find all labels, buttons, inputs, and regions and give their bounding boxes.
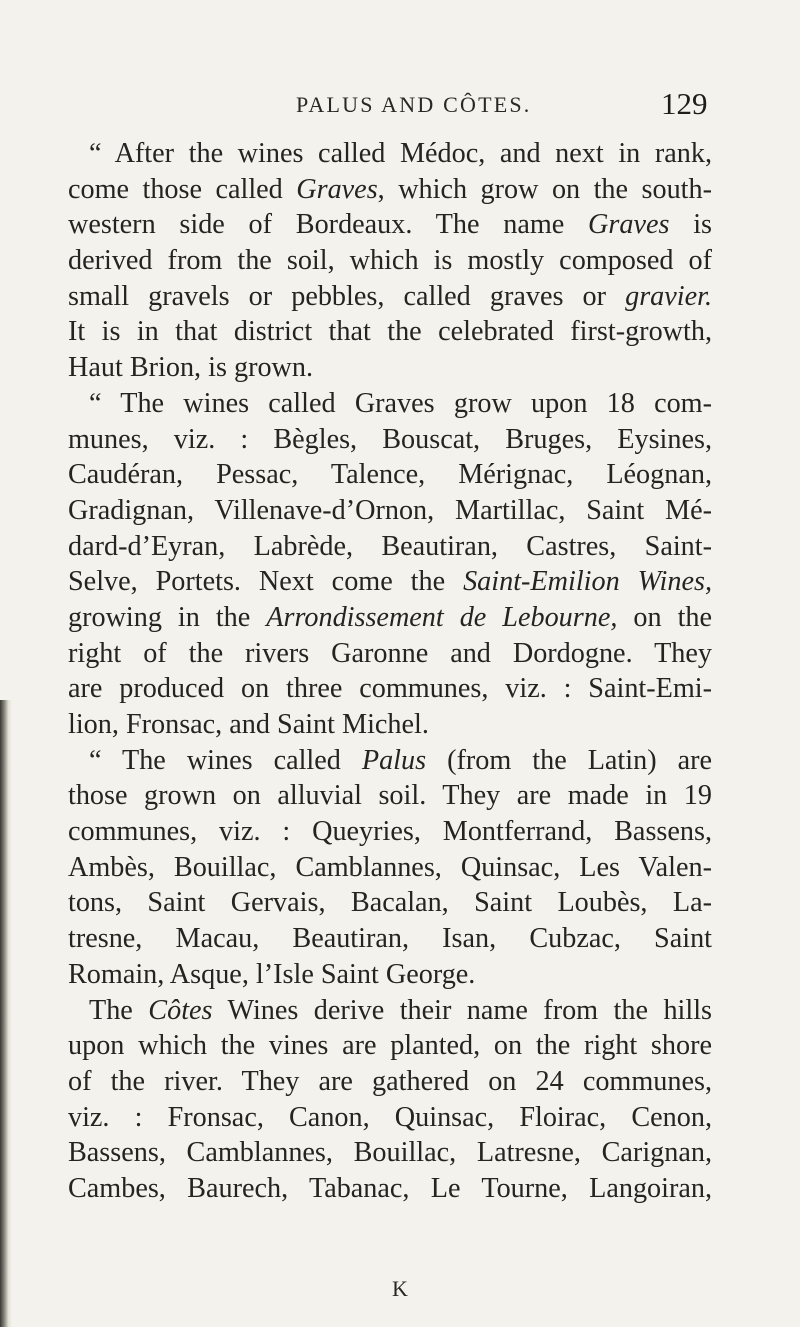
text-line: derived from the soil, which is mostly composed of xyxy=(68,245,712,277)
running-head: PALUS AND CÔTES. xyxy=(296,92,532,117)
text-line: viz. : Fronsac, Canon, Quinsac, Floirac, Cenon, xyxy=(68,1101,712,1133)
text-line: come those called Graves, which grow on the south- xyxy=(68,173,712,205)
text-line: those grown on alluvial soil. They are made in 19 xyxy=(68,780,712,812)
text-line: small gravels or pebbles, called graves or gravier. xyxy=(68,280,712,312)
text-line: Romain, Asque, l’Isle Saint George. xyxy=(68,958,476,990)
text-line: “ After the wines called Médoc, and next in rank, xyxy=(89,138,712,169)
text-line: right of the rivers Garonne and Dordogne. They xyxy=(68,637,712,669)
text-line: Caudéran, Pessac, Talence, Mérignac, Léognan, xyxy=(68,459,712,491)
text-line: tresne, Macau, Beautiran, Isan, Cubzac, Saint xyxy=(68,923,712,955)
body-text xyxy=(68,136,712,1207)
text-line: Selve, Portets. Next come the Saint-Emilion Wines, xyxy=(68,566,712,598)
text-line: are produced on three communes, viz. : Saint-Emi- xyxy=(68,673,712,705)
signature-mark: K xyxy=(392,1276,408,1301)
page-header xyxy=(0,86,800,126)
text-line: “ The wines called Graves grow upon 18 com- xyxy=(89,387,712,419)
text-line: Ambès, Bouillac, Camblannes, Quinsac, Les Valen- xyxy=(68,851,712,883)
text-line: growing in the Arrondissement de Lebourne, on the xyxy=(68,601,712,633)
text-line: communes, viz. : Queyries, Montferrand, Bassens, xyxy=(68,816,712,848)
binding-shadow xyxy=(0,700,12,1327)
text-line: munes, viz. : Bègles, Bouscat, Bruges, Eysines, xyxy=(68,423,712,455)
text-line: Haut Brion, is grown. xyxy=(68,352,314,384)
text-line: Cambes, Baurech, Tabanac, Le Tourne, Langoiran, xyxy=(68,1172,712,1204)
text-line: Bassens, Camblannes, Bouillac, Latresne, Carignan, xyxy=(68,1137,712,1169)
text-line: It is in that district that the celebrated first-growth, xyxy=(68,316,712,348)
page-number: 129 xyxy=(661,86,708,121)
text-line: The Côtes Wines derive their name from the hills xyxy=(89,994,713,1026)
text-line: “ The wines called Palus (from the Latin) are xyxy=(89,744,712,776)
text-line: Gradignan, Villenave-d’Ornon, Martillac, Saint Mé- xyxy=(68,494,712,526)
text-line: lion, Fronsac, and Saint Michel. xyxy=(68,709,429,740)
text-line: tons, Saint Gervais, Bacalan, Saint Loubès, La- xyxy=(68,887,712,919)
text-line: western side of Bordeaux. The name Graves is xyxy=(68,209,713,241)
text-line: dard-d’Eyran, Labrède, Beautiran, Castres, Saint- xyxy=(68,530,712,562)
text-line: upon which the vines are planted, on the right shore xyxy=(68,1030,712,1062)
text-line: of the river. They are gathered on 24 communes, xyxy=(68,1065,712,1097)
